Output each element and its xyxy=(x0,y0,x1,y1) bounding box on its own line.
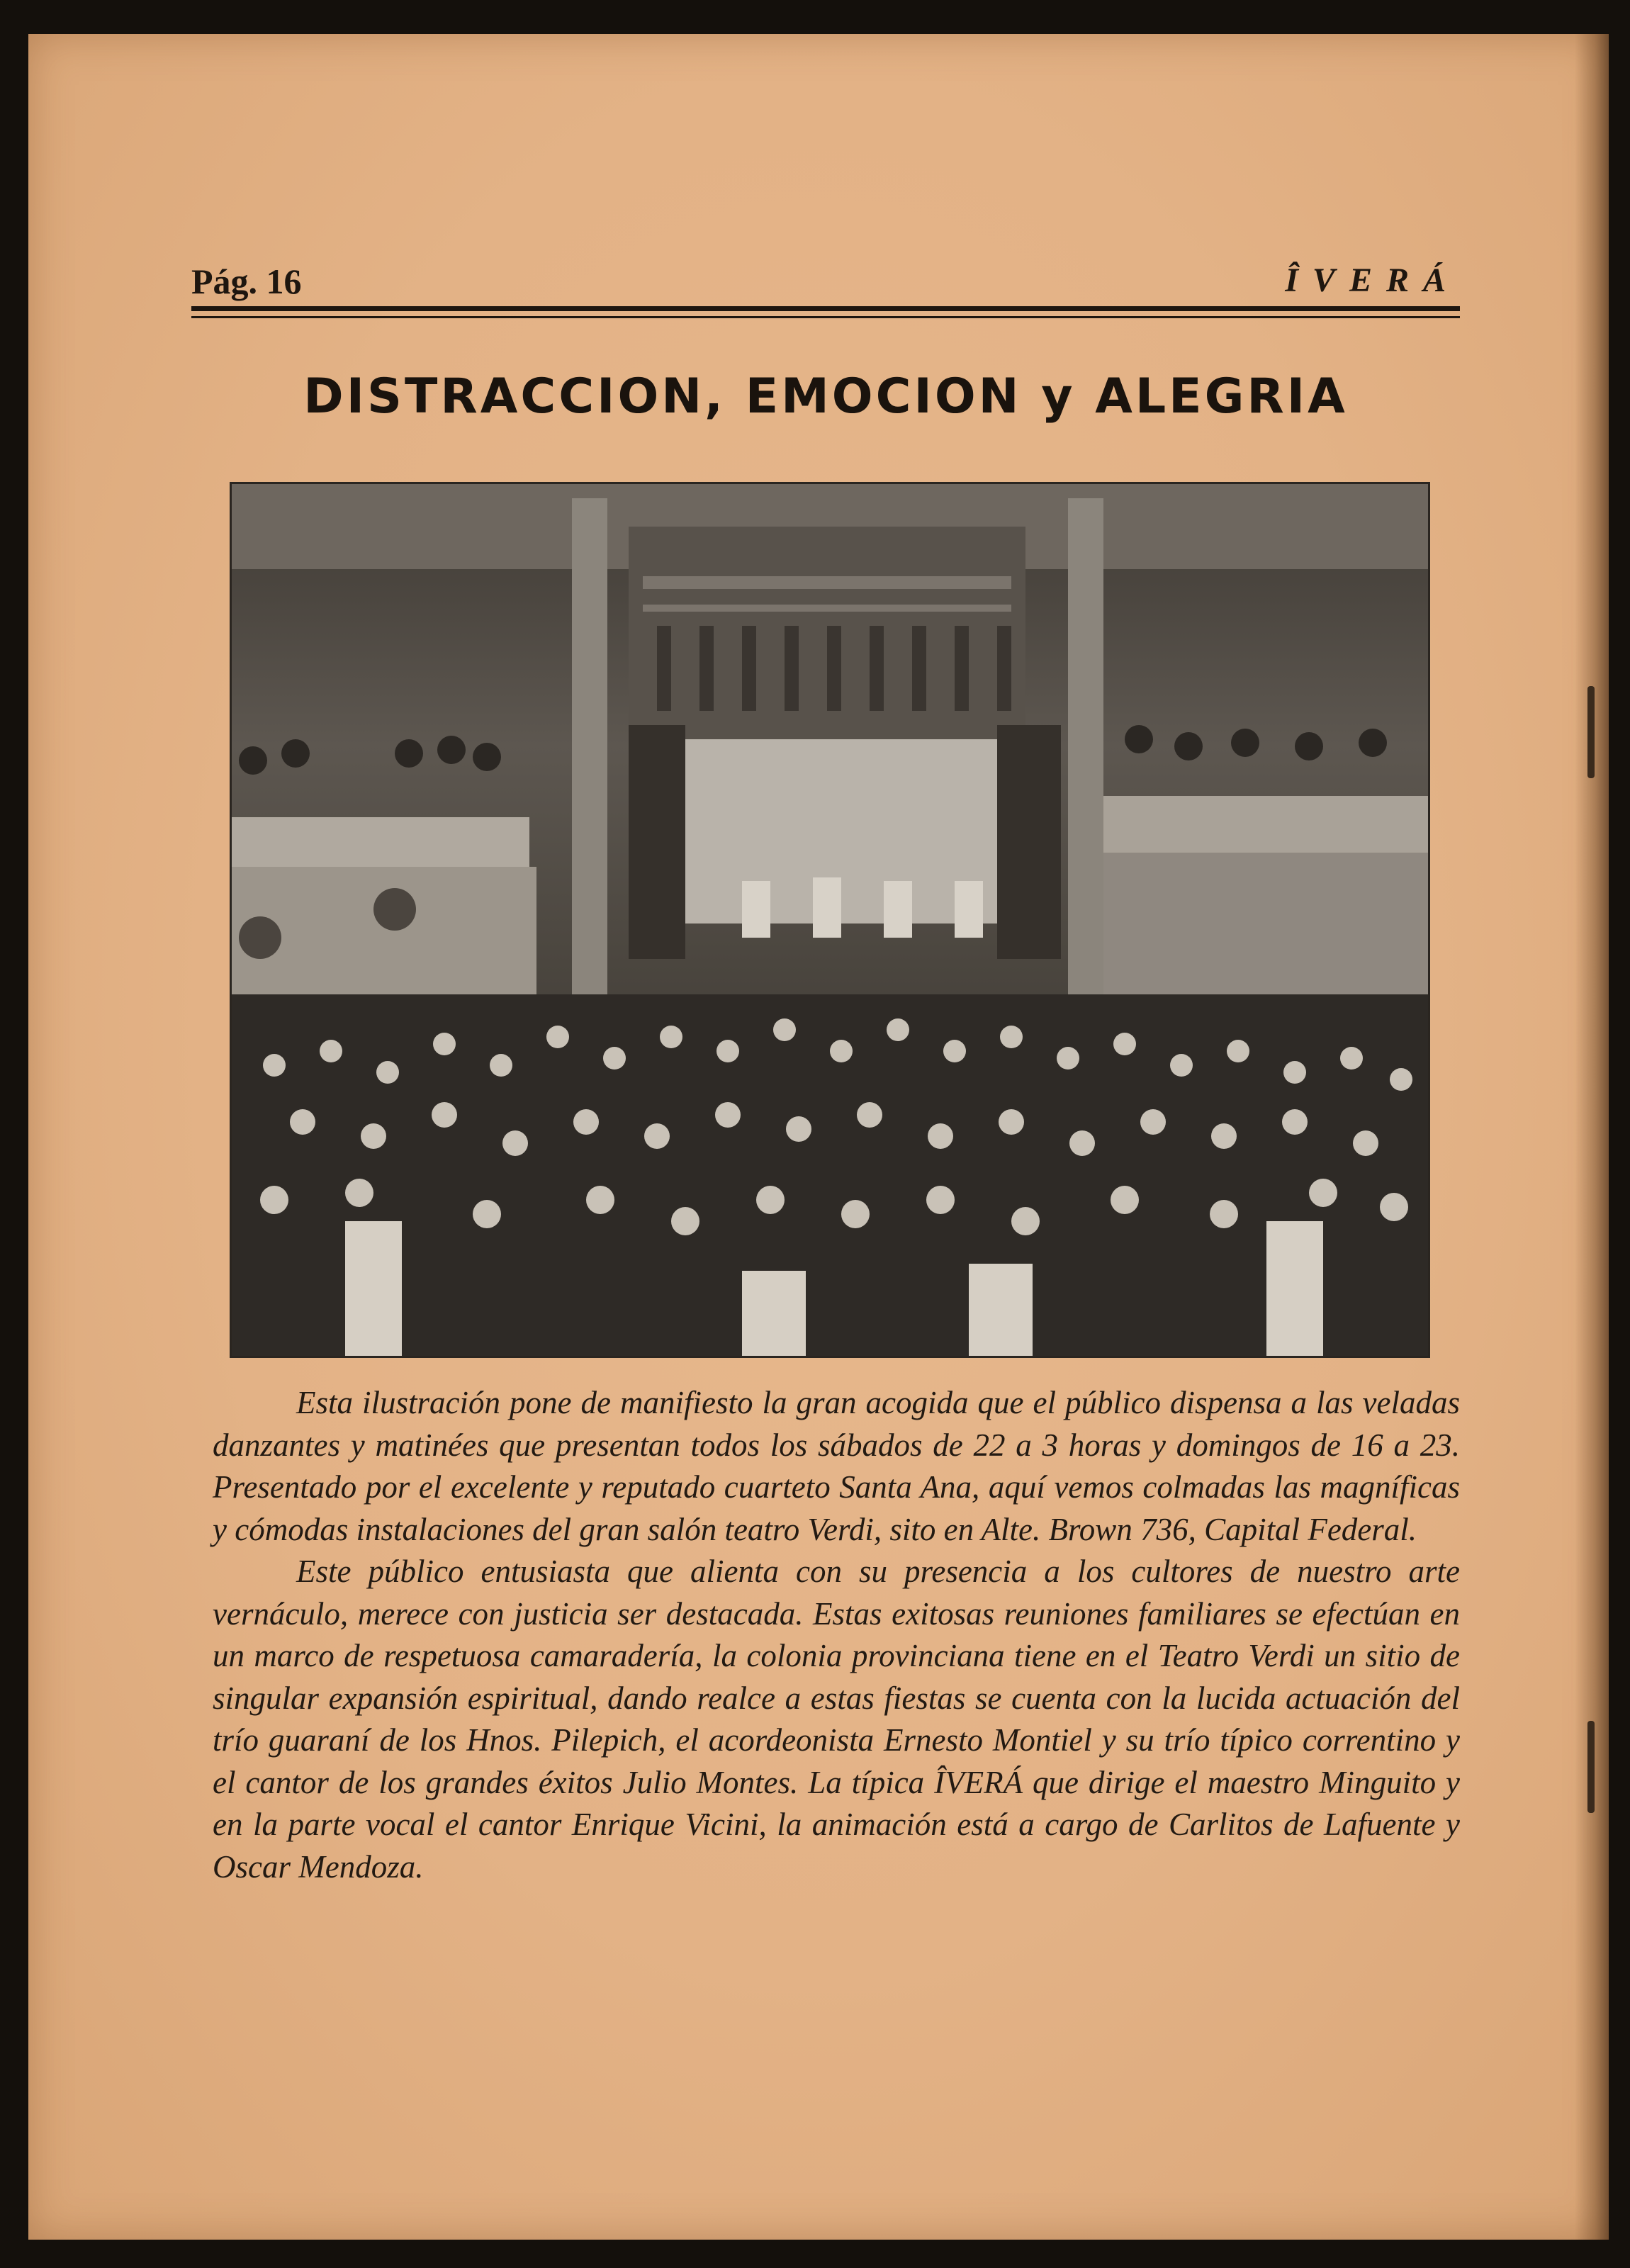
page-edge-shadow xyxy=(1575,34,1609,2240)
page-number: Pág. 16 xyxy=(191,262,302,301)
staple-bottom xyxy=(1587,1721,1595,1813)
article-title: DISTRACCION, EMOCION y ALEGRIA xyxy=(303,369,1348,425)
running-header xyxy=(191,255,1460,305)
header-rule-thick xyxy=(191,306,1460,311)
dance-hall-crowd-photo xyxy=(230,482,1430,1358)
photo-illustration xyxy=(232,484,1428,1356)
header-rule-thin xyxy=(191,316,1460,318)
staple-top xyxy=(1587,686,1595,778)
article-body xyxy=(213,1382,1460,1888)
article-paragraph-1: Esta ilustración pone de manifiesto la gran acogida que el público dispensa a las veladas danzantes y matinées que presentan todos los sábados de 22 a 3 horas y domingos de 16 a 23. Presentado por el excelente y reputado cuarteto Santa Ana, aquí vemos colmadas las magníficas y cómodas instalaciones del gran salón teatro Verdi, sito en Alte. Brown 736, Capital Federal. xyxy=(213,1385,1460,1547)
publication-name: ÎVERÁ xyxy=(1285,262,1460,299)
article-paragraph-2: Este público entusiasta que alienta con su presencia a los cultores de nuestro arte vernáculo, merece con justicia ser destacada. Estas exitosas reuniones familiares se efectúan en un marco de respetuosa camaradería, la colonia provinciana tiene en el Teatro Verdi un sitio de singular expansión espiritual, dando realce a estas fiestas se cuenta con la lucida actuación del trío guaraní de los Hnos. Pilepich, el acordeonista Ernesto Montiel y su trío típico correntino y el cantor de los grandes éxitos Julio Montes. La típica ÎVERÁ que dirige el maestro Minguito y en la parte vocal el cantor Enrique Vicini, la animación está a cargo de Carlitos de Lafuente y Oscar Mendoza. xyxy=(213,1554,1460,1885)
